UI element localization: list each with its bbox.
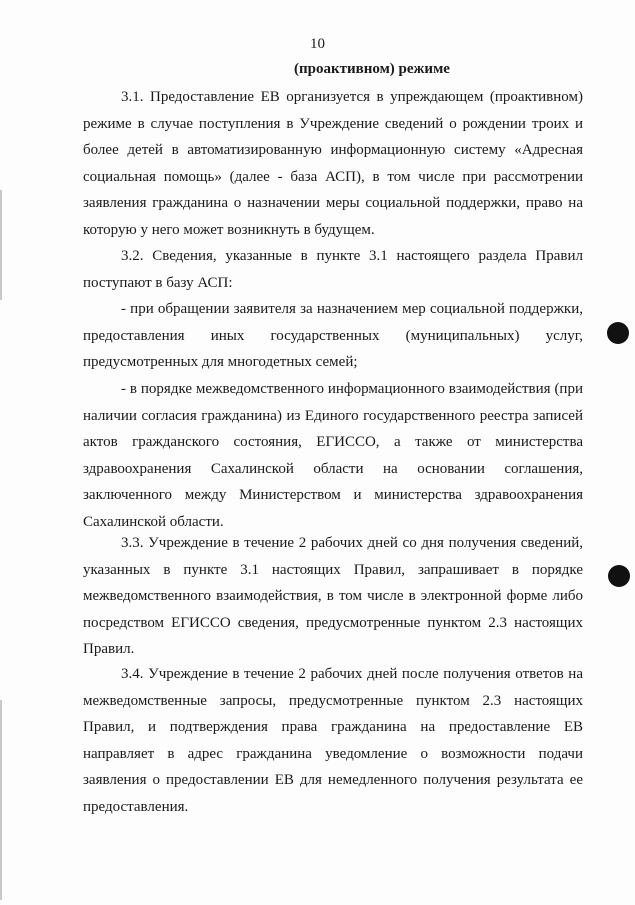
scan-margin-line [0,190,2,300]
page-number: 10 [310,36,325,52]
paragraph-3-1: 3.1. Предоставление ЕВ организуется в упреждающем (проактивном) режиме в случае поступления в Учреждение сведений о рождении троих и более детей в автоматизированную информационную систему «Адресная социальная помощь» (далее - база АСП), в том числе при рассмотрении заявления гражданина о назначении меры социальной поддержки, право на которую у него может возникнуть в будущем. [83,89,583,238]
scan-margin-line [0,700,2,900]
paragraph-3-2-item-a: - при обращении заявителя за назначением мер социальной поддержки, предоставления иных государственных (муниципальных) услуг, предусмотренных для многодетных семей; [83,301,583,370]
paragraph-3-2: 3.2. Сведения, указанные в пункте 3.1 настоящего раздела Правил поступают в базу АСП: [83,248,583,291]
paragraph-3-4: 3.4. Учреждение в течение 2 рабочих дней после получения ответов на межведомственные запросы, предусмотренные пунктом 2.3 настоящих Правил, и подтверждения права гражданина на предоставление ЕВ направляет в адрес гражданина уведомление о возможности подачи заявления о предоставлении ЕВ для немедленного получения результата ее предоставления. [83,666,583,815]
binder-hole-mark [607,322,629,344]
paragraph-3-3: 3.3. Учреждение в течение 2 рабочих дней со дня получения сведений, указанных в пункте 3.1 настоящих Правил, запрашивает в порядке межведомственного взаимодействия, в том числе в электронной форме либо посредством ЕГИССО сведения, предусмотренные пунктом 2.3 настоящих Правил. [83,535,583,657]
section-heading: (проактивном) режиме [294,61,450,77]
binder-hole-mark [608,565,630,587]
paragraph-3-2-item-b: - в порядке межведомственного информационного взаимодействия (при наличии согласия гражданина) из Единого государственного реестра записей актов гражданского состояния, ЕГИССО, а также от министерства здравоохранения Сахалинской области на основании соглашения, заключенного между Министерством и министерства здравоохранения Сахалинской области. [83,381,583,530]
